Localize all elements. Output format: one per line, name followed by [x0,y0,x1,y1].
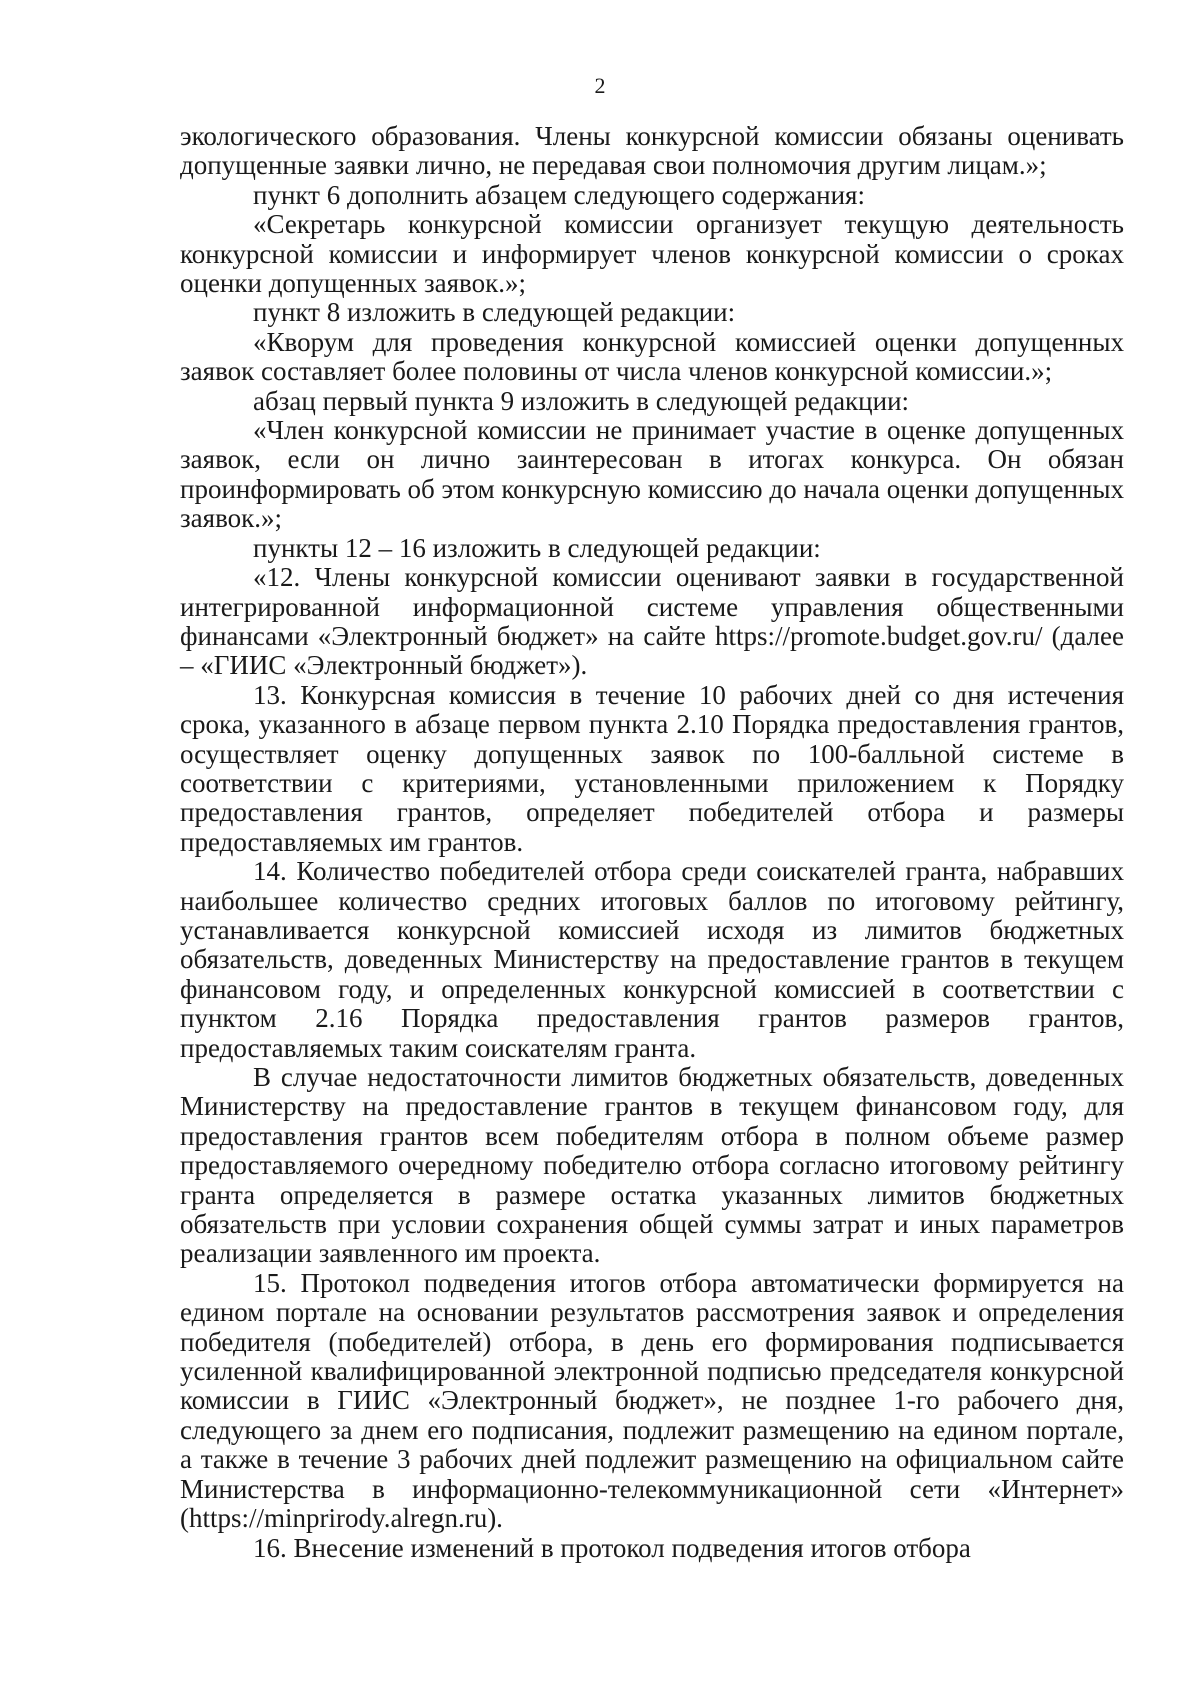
paragraph: абзац первый пункта 9 изложить в следующей редакции: [253,385,910,416]
paragraph: «Член конкурсной комиссии не принимает участие в оценке допущенных заявок, если он лично заинтересован в итогах конкурса. Он обязан проинформировать об этом конкурсную комиссию до начала оценки допущенных заявок.»; [180,415,1124,534]
paragraph: пункты 12 – 16 изложить в следующей редакции: [253,532,821,563]
paragraph: 15. Протокол подведения итогов отбора автоматически формируется на едином портале на основании результатов рассмотрения заявок и определения победителя (победителей) отбора, в день его формирования подписывается усиленной квалифицированной электронной подписью председателя конкурсной комиссии в ГИИС «Электронный бюджет», не позднее 1-го рабочего дня, следующего за днем его подписания, подлежит размещению на едином портале, а также в течение 3 рабочих дней подлежит размещению на официальном сайте Министерства в информационно-телекоммуникационной сети «Интернет» (https://minprirody.alregn.ru). [180,1267,1124,1534]
paragraph: «Секретарь конкурсной комиссии организует текущую деятельность конкурсной комиссии и информирует членов конкурсной комиссии о сроках оценки допущенных заявок.»; [180,209,1124,299]
paragraph: 16. Внесение изменений в протокол подведения итогов отбора [253,1532,971,1563]
paragraph: 14. Количество победителей отбора среди соискателей гранта, набравших наибольшее количество средних итоговых баллов по итоговому рейтингу, устанавливается конкурсной комиссией исходя из лимитов бюджетных обязательств, доведенных Министерству на предоставление грантов в текущем финансовом году, и определенных конкурсной комиссией в соответствии с пунктом 2.16 Порядка предоставления грантов размеров грантов, предоставляемых таким соискателям гранта. [180,856,1124,1063]
paragraph: «12. Члены конкурсной комиссии оценивают заявки в государственной интегрированной информационной системе управления общественными финансами «Электронный бюджет» на сайте https://promote.budget.gov.ru/ (далее – «ГИИС «Электронный бюджет»). [180,562,1124,681]
paragraph: 13. Конкурсная комиссия в течение 10 рабочих дней со дня истечения срока, указанного в абзаце первом пункта 2.10 Порядка предоставления грантов, осуществляет оценку допущенных заявок по 100-балльной системе в соответствии с критериями, установленными приложением к Порядку предоставления грантов, определяет победителей отбора и размеры предоставляемых им грантов. [180,679,1124,857]
page-number: 2 [594,73,606,98]
paragraph: пункт 8 изложить в следующей редакции: [253,297,736,328]
document-body [180,122,1124,1563]
paragraph: пункт 6 дополнить абзацем следующего содержания: [253,179,865,210]
paragraph: В случае недостаточности лимитов бюджетных обязательств, доведенных Министерству на предоставление грантов в текущем финансовом году, для предоставления грантов всем победителям отбора в полном объеме размер предоставляемого очередному победителю отбора согласно итоговому рейтингу гранта определяется в размере остатка указанных лимитов бюджетных обязательств при условии сохранения общей суммы затрат и иных параметров реализации заявленного им проекта. [180,1062,1124,1269]
paragraph: экологического образования. Члены конкурсной комиссии обязаны оценивать допущенные заявки лично, не передавая свои полномочия другим лицам.»; [180,121,1124,181]
paragraph: «Кворум для проведения конкурсной комиссией оценки допущенных заявок составляет более половины от числа членов конкурсной комиссии.»; [180,326,1124,387]
